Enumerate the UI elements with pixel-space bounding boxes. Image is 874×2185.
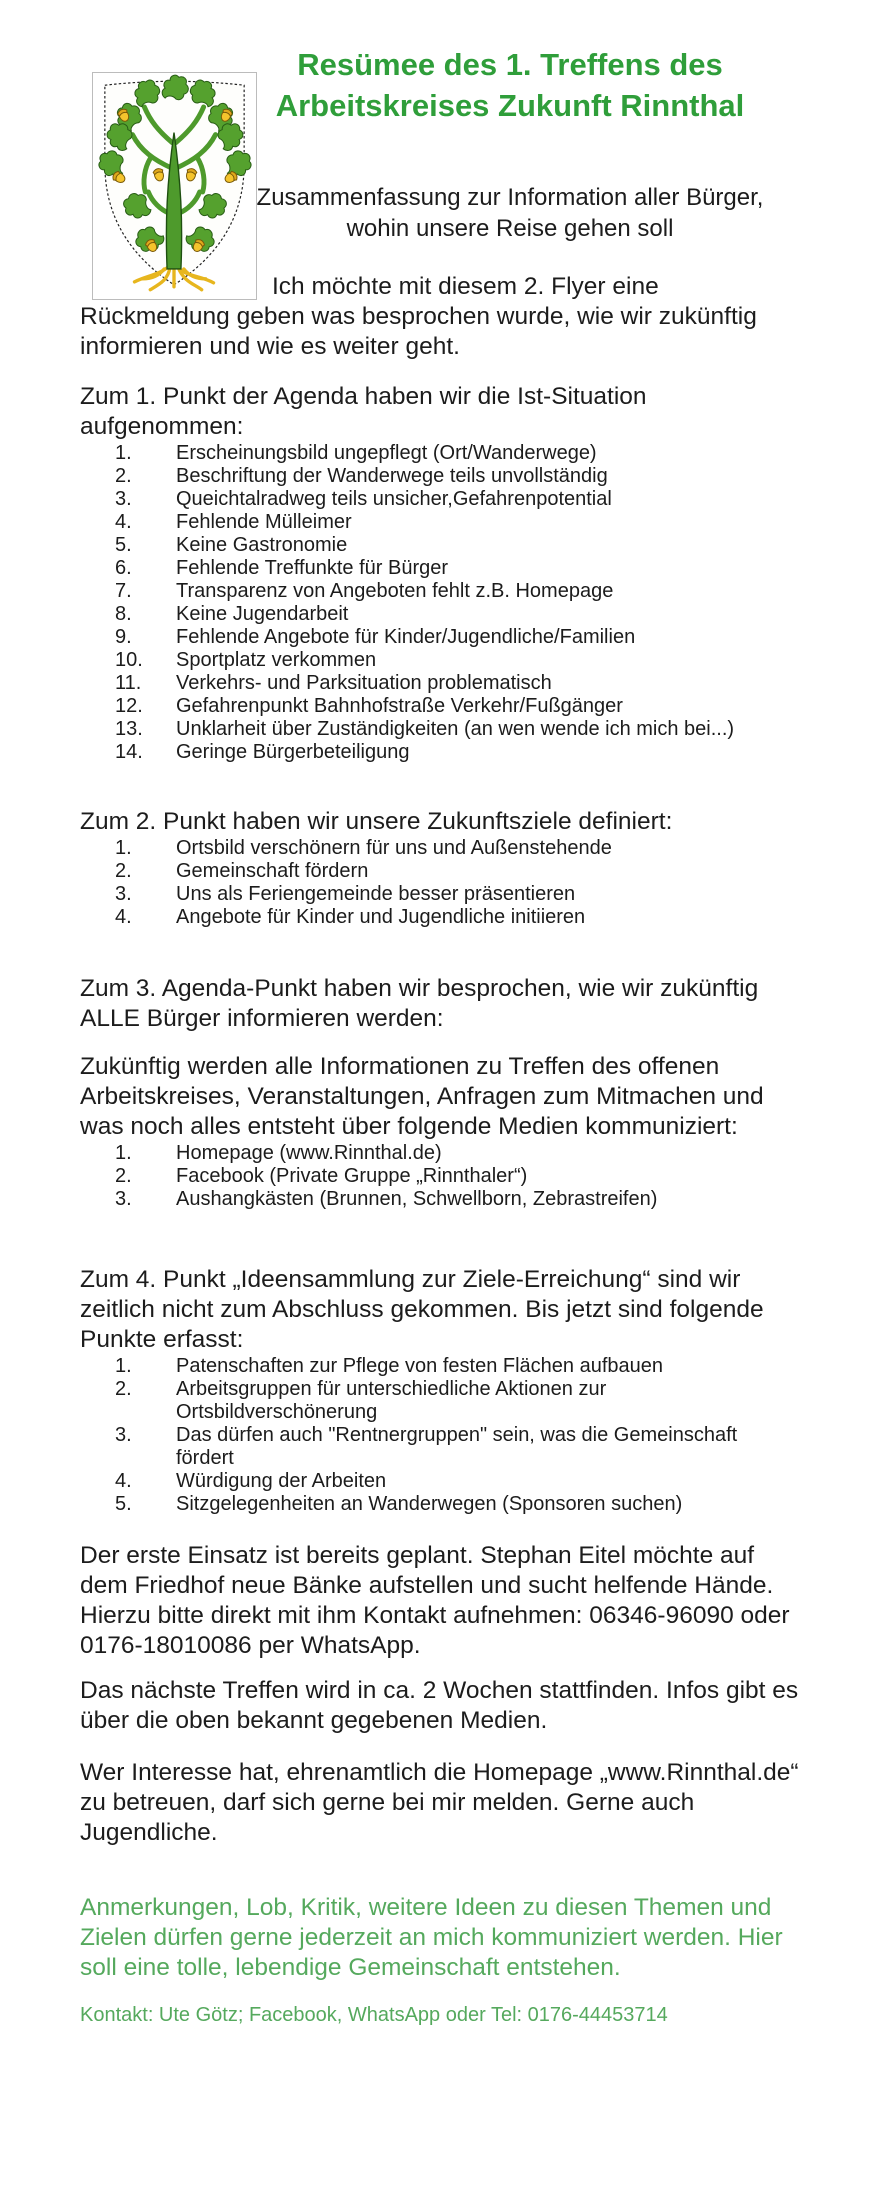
section1-heading: Zum 1. Punkt der Agenda haben wir die Ist-Situation aufgenommen: [80,383,647,440]
list-item: Homepage (www.Rinnthal.de) [176,1142,442,1164]
list-item: Unklarheit über Zuständigkeiten (an wen wende ich mich bei...) [176,718,735,740]
einsatz-paragraph: Der erste Einsatz ist bereits geplant. Stephan Eitel möchte auf dem Friedhof neue Bänke aufstellen und sucht helfende Hände. Hierzu bitte direkt mit ihm Kontakt aufnehmen: 06346-96090 oder 0176-18010086 per WhatsApp. [80,1542,790,1659]
list-item: Ortsbild verschönern für uns und Außenstehende [176,837,612,859]
list-item: Gemeinschaft fördern [176,860,369,882]
list-item: Das dürfen auch "Rentnergruppen" sein, was die Gemeinschaft fördert [176,1424,738,1469]
homepage-interesse-paragraph: Wer Interesse hat, ehrenamtlich die Homepage „www.Rinnthal.de“ zu betreuen, darf sich gerne bei mir melden. Gerne auch Jugendliche. [80,1759,799,1846]
naechstes-treffen-paragraph: Das nächste Treffen wird in ca. 2 Wochen stattfinden. Infos gibt es über die oben bekannt gegebenen Medien. [80,1677,799,1734]
header-text-block [250,0,770,242]
oak-tree-crest-icon [93,73,256,299]
zukunftsziele-list [80,837,799,929]
list-item: Arbeitsgruppen für unterschiedliche Aktionen zur Ortsbildverschönerung [176,1378,607,1423]
list-item: Beschriftung der Wanderwege teils unvollständig [176,465,608,487]
page-title [250,0,770,126]
coat-of-arms-frame [92,72,257,300]
footer-note: Anmerkungen, Lob, Kritik, weitere Ideen zu diesen Themen und Zielen dürfen gerne jederzeit an mich kommuniziert werden. Hier soll eine tolle, lebendige Gemeinschaft entstehen. [80,1894,783,1981]
list-item: Gefahrenpunkt Bahnhofstraße Verkehr/Fußgänger [176,695,623,717]
list-item: Sitzgelegenheiten an Wanderwegen (Sponsoren suchen) [176,1493,683,1515]
list-item: Uns als Feriengemeinde besser präsentieren [176,883,576,905]
page-subtitle: Zusammenfassung zur Information aller Bürger, wohin unsere Reise gehen soll [256,184,764,242]
section2-heading: Zum 2. Punkt haben wir unsere Zukunftsziele definiert: [80,808,673,835]
list-item: Sportplatz verkommen [176,649,377,671]
page-title-line1: Resümee des 1. Treffens des [297,47,723,82]
ist-situation-list [80,442,799,764]
ideensammlung-list [80,1355,799,1516]
intro-paragraph: Ich möchte mit diesem 2. Flyer eine Rückmeldung geben was besprochen wurde, wie wir zukünftig informieren und wie es weiter geht. [80,273,757,360]
list-item: Geringe Bürgerbeteiligung [176,741,410,763]
list-item: Würdigung der Arbeiten [176,1470,387,1492]
list-item: Transparenz von Angeboten fehlt z.B. Homepage [176,580,614,602]
contact-line: Kontakt: Ute Götz; Facebook, WhatsApp oder Tel: 0176-44453714 [80,2004,668,2026]
list-item: Erscheinungsbild ungepflegt (Ort/Wanderwege) [176,442,597,464]
section4-heading: Zum 4. Punkt „Ideensammlung zur Ziele-Erreichung“ sind wir zeitlich nicht zum Abschluss gekommen. Bis jetzt sind folgende Punkte erfasst: [80,1266,764,1353]
medien-list [80,1142,799,1211]
list-item: Aushangkästen (Brunnen, Schwellborn, Zebrastreifen) [176,1188,658,1210]
list-item: Fehlende Angebote für Kinder/Jugendliche/Familien [176,626,636,648]
list-item: Keine Gastronomie [176,534,348,556]
list-item: Queichtalradweg teils unsicher,Gefahrenpotential [176,488,612,510]
list-item: Angebote für Kinder und Jugendliche initiieren [176,906,586,928]
section3-heading: Zum 3. Agenda-Punkt haben wir besprochen, wie wir zukünftig ALLE Bürger informieren werden: [80,975,759,1032]
section3-paragraph: Zukünftig werden alle Informationen zu Treffen des offenen Arbeitskreises, Veranstaltungen, Anfragen zum Mitmachen und was noch alles entsteht über folgende Medien kommuniziert: [80,1053,764,1140]
list-item: Facebook (Private Gruppe „Rinnthaler“) [176,1165,528,1187]
list-item: Patenschaften zur Pflege von festen Flächen aufbauen [176,1355,664,1377]
flyer-header [80,0,799,272]
list-item: Keine Jugendarbeit [176,603,349,625]
list-item: Verkehrs- und Parksituation problematisch [176,672,552,694]
list-item: Fehlende Mülleimer [176,511,352,533]
page-title-line2: Arbeitskreises Zukunft Rinnthal [275,88,745,123]
list-item: Fehlende Treffunkte für Bürger [176,557,449,579]
